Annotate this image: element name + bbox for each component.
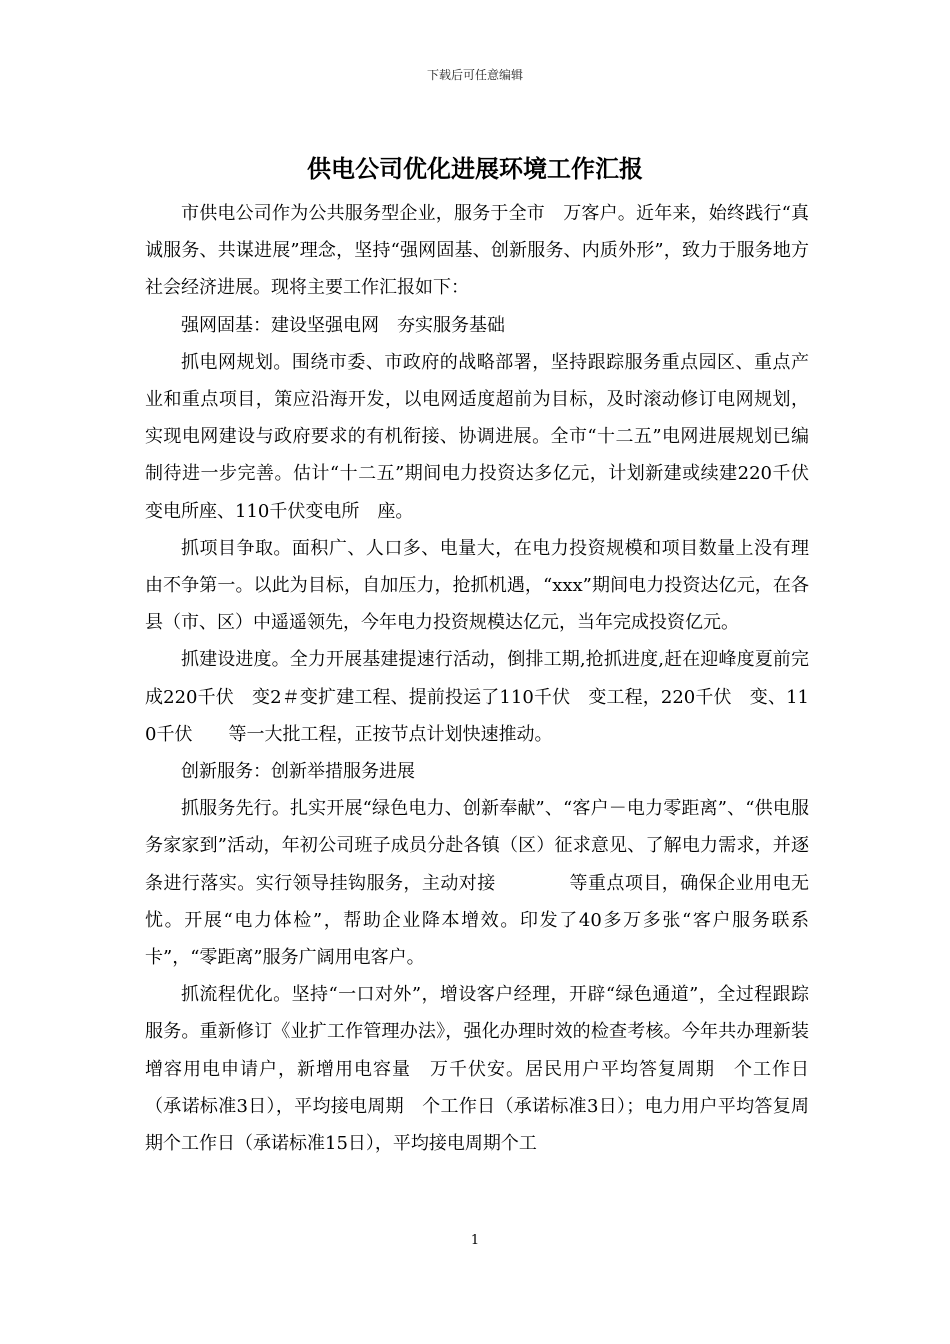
document-title: 供电公司优化进展环境工作汇报	[307, 155, 643, 183]
paragraph-process-optimization: 抓流程优化。坚持“一口对外”，增设客户经理，开辟“绿色通道”，全过程跟踪服务。重新修订《业扩工作管理办法》，强化办理时效的检查考核。今年共办理新装增容用电申请户，新增用电容量 万千伏安。居民用户平均答复周期 个工作日（承诺标准3日），平均接电周期 个工作日（承诺标准3日）；电力用户平均答复周期个工作日（承诺标准15日），平均接电周期个工	[145, 984, 809, 1155]
document-body	[145, 195, 809, 1162]
paragraph-construction-progress: 抓建设进度。全力开展基建提速行活动，倒排工期,抢抓进度,赶在迎峰度夏前完成220千伏 变2＃变扩建工程、提前投运了110千伏 变工程，220千伏 变、110千伏 等一大批工程，正按节点计划快速推动。	[145, 649, 809, 745]
paragraph-grid-planning: 抓电网规划。围绕市委、市政府的战略部署，坚持跟踪服务重点园区、重点产业和重点项目，策应沿海开发，以电网适度超前为目标，及时滚动修订电网规划，实现电网建设与政府要求的有机衔接、协调进展。全市“十二五”电网进展规划已编制待进一步完善。估计“十二五”期间电力投资达多亿元，计划新建或续建220千伏变电所座、110千伏变电所 座。	[145, 351, 809, 522]
header-note: 下载后可任意编辑	[426, 68, 523, 82]
paragraph-intro: 市供电公司作为公共服务型企业，服务于全市 万客户。近年来，始终践行“真诚服务、共谋进展”理念，坚持“强网固基、创新服务、内质外形”，致力于服务地方社会经济进展。现将主要工作汇报如下：	[145, 203, 809, 299]
section-heading-strong-grid: 强网固基：建设坚强电网 夯实服务基础	[181, 314, 505, 336]
paragraph-project-acquisition: 抓项目争取。面积广、人口多、电量大，在电力投资规模和项目数量上没有理由不争第一。以此为目标，自加压力，抢抓机遇，“xxx”期间电力投资达亿元，在各县（市、区）中遥遥领先，今年电力投资规模达亿元，当年完成投资亿元。	[145, 537, 809, 634]
paragraph-service-first: 抓服务先行。扎实开展“绿色电力、创新奉献”、“客户－电力零距离”、“供电服务家家到”活动，年初公司班子成员分赴各镇（区）征求意见、了解电力需求，并逐条进行落实。实行领导挂钩服务，主动对接 等重点项目，确保企业用电无忧。开展“电力体检”，帮助企业降本增效。印发了40多万多张“客户服务联系卡”，“零距离”服务广阔用电客户。	[145, 798, 809, 969]
page-number: 1	[470, 1233, 480, 1248]
section-heading-innovative-service: 创新服务：创新举措服务进展	[181, 761, 415, 783]
